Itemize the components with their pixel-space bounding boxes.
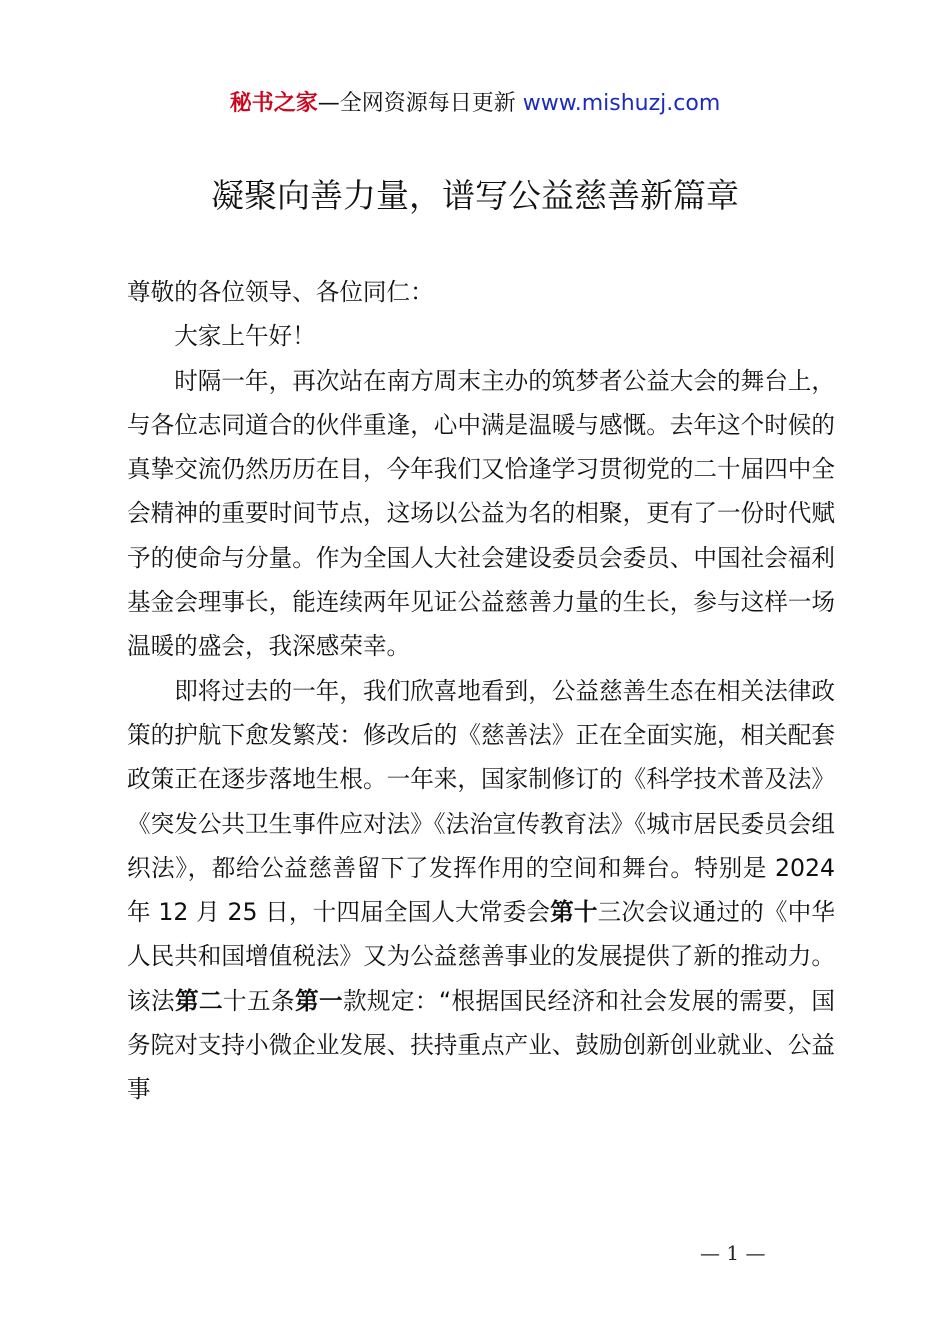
document-body bbox=[127, 270, 835, 1112]
paragraph-2-text: 十五条 bbox=[222, 986, 295, 1015]
paragraph-2-text: 即将过去的一年，我们欣喜地看到，公益慈善生态在相关法律政策的护航下愈发繁茂：修改后的《慈善法》正在全面实施，相关配套政策正在逐步落地生根。一年来，国家制修订的《科学技术普及法》《突发公共卫生事件应对法》《法治宣传教育法》《城市居民委员会组织法》，都给公益慈善留下了发挥作用的空间和舞台。特别是 2024 年 12 月 25 日，十四届全国人大常委会 bbox=[127, 676, 835, 927]
bold-text: 第二 bbox=[174, 986, 223, 1015]
paragraph-2-text: 款规定：“根据国民经济和社会发展的需要，国务院对支持小微企业发展、扶持重点产业、鼓励创新创业就业、公益事 bbox=[127, 986, 835, 1104]
salutation: 尊敬的各位领导、各位同仁： bbox=[127, 278, 434, 306]
site-header bbox=[0, 88, 950, 120]
page-number: — 1 — bbox=[700, 1241, 766, 1265]
bold-text: 第一 bbox=[294, 986, 343, 1015]
greeting: 大家上午好！ bbox=[174, 322, 316, 351]
document-title: 凝聚向善力量，谱写公益慈善新篇章 bbox=[211, 176, 739, 215]
site-url-link[interactable]: www.mishuzj.com bbox=[522, 91, 721, 116]
header-tagline: —全网资源每日更新 bbox=[317, 91, 516, 116]
bold-text: 第十 bbox=[550, 898, 598, 927]
paragraph-1: 时隔一年，再次站在南方周末主办的筑梦者公益大会的舞台上，与各位志同道合的伙伴重逢，心中满是温暖与感慨。去年这个时候的真挚交流仍然历历在目，今年我们又恰逢学习贯彻党的二十届四中全会精神的重要时间节点，这场以公益为名的相聚，更有了一份时代赋予的使命与分量。作为全国人大社会建设委员会委员、中国社会福利基金会理事长，能连续两年见证公益慈善力量的生长，参与这样一场温暖的盛会，我深感荣幸。 bbox=[127, 366, 835, 661]
paragraph-2-text: 三次会议通过的《中华人民共和国增值税法》又为公益慈善事业的发展提供了新的推动力。该法 bbox=[127, 898, 836, 1015]
paragraph-2 bbox=[127, 669, 835, 1112]
brand-name: 秘书之家 bbox=[229, 91, 318, 116]
